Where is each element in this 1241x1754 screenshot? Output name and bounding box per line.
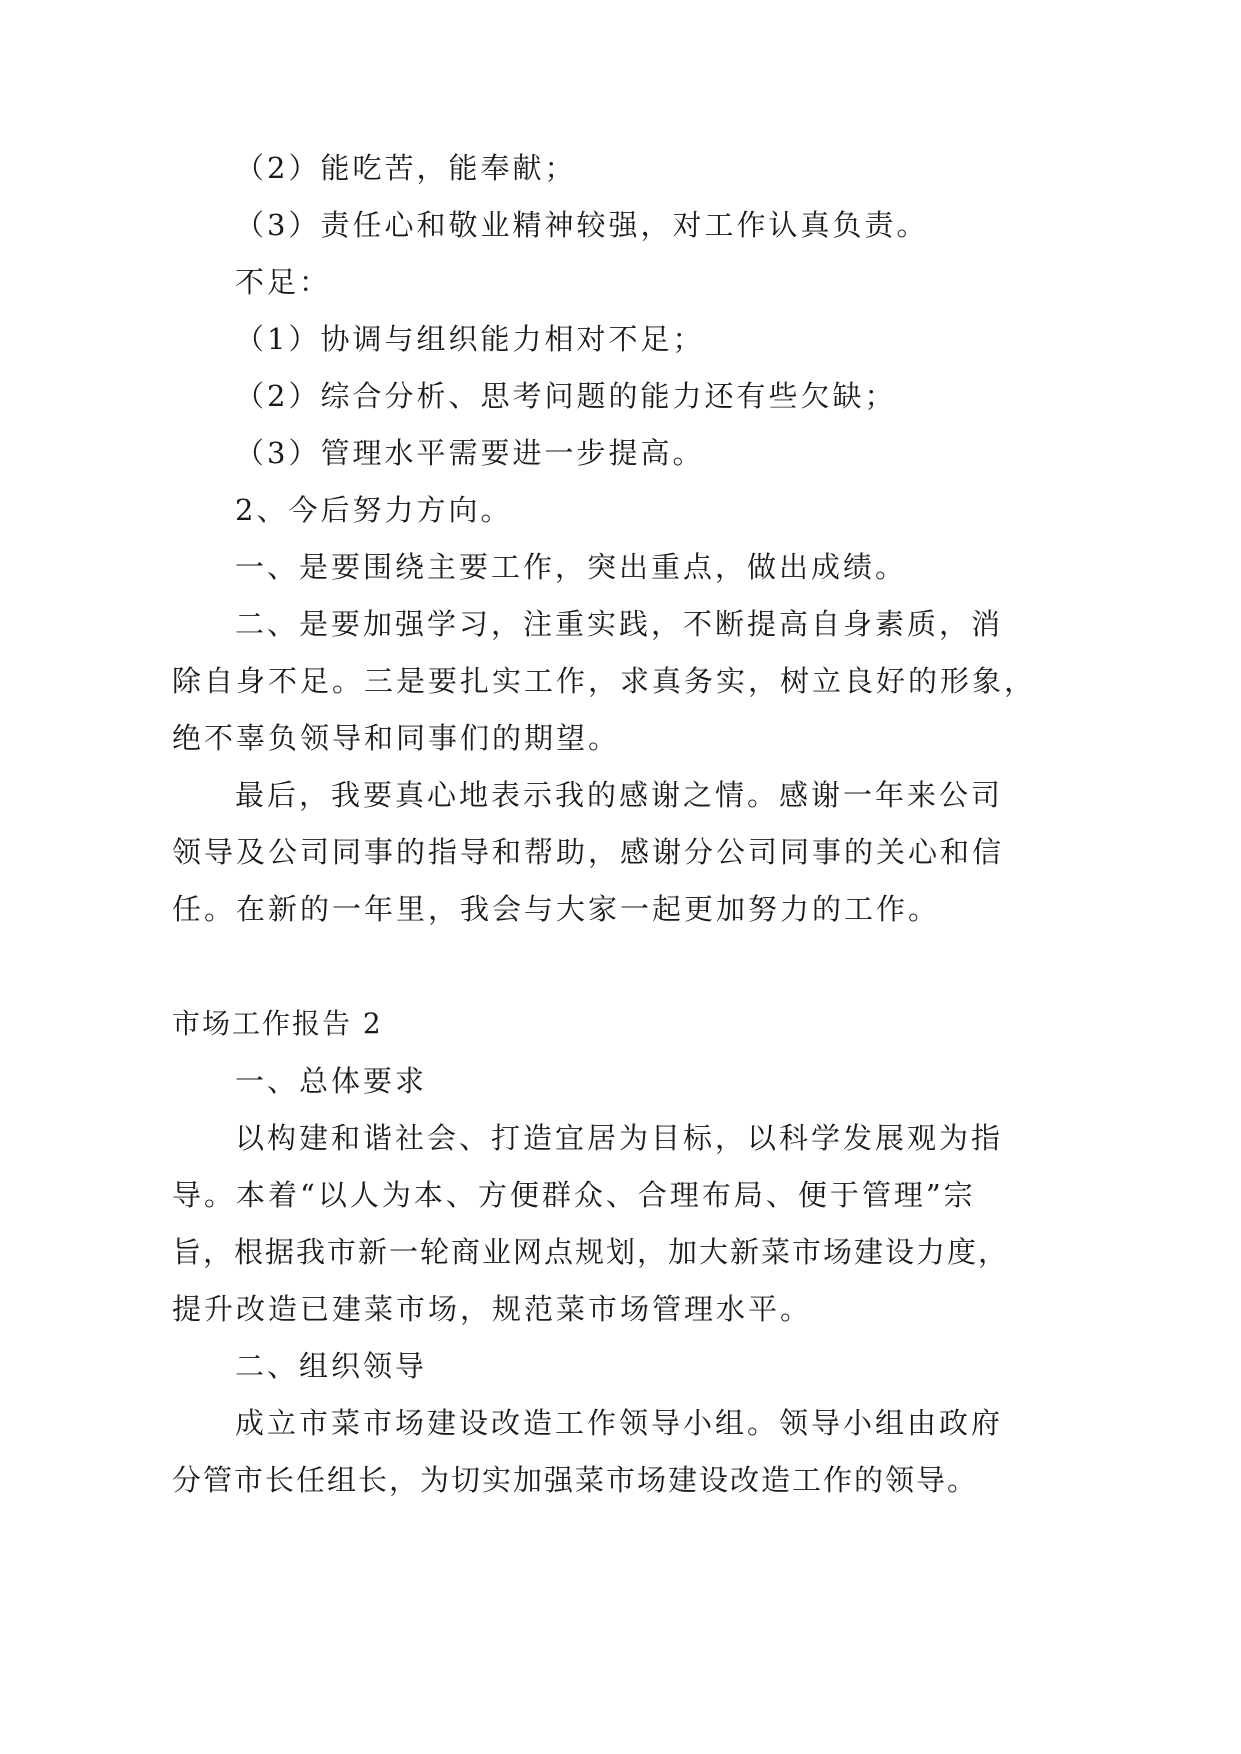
weakness-item-2: （2）综合分析、思考问题的能力还有些欠缺； xyxy=(235,379,897,413)
closing-line-3: 任。在新的一年里，我会与大家一起更加努力的工作。 xyxy=(172,892,941,926)
section-1-line-2: 导。本着“以人为本、方便群众、合理布局、便于管理”宗 xyxy=(172,1178,976,1212)
section-2-line-2: 分管市长任组长，为切实加强菜市场建设改造工作的领导。 xyxy=(172,1463,979,1497)
weakness-item-1: （1）协调与组织能力相对不足； xyxy=(235,322,705,356)
section-1-line-4: 提升改造已建菜市场，规范菜市场管理水平。 xyxy=(172,1292,813,1326)
section-2-title: 二、组织领导 xyxy=(235,1349,428,1383)
direction-point-2-line-2: 除自身不足。三是要扎实工作，求真务实，树立良好的形象， xyxy=(172,664,1037,698)
direction-point-1: 一、是要围绕主要工作，突出重点，做出成绩。 xyxy=(235,550,908,584)
section-2-line-1: 成立市菜市场建设改造工作领导小组。领导小组由政府 xyxy=(235,1406,1004,1440)
section-1-title: 一、总体要求 xyxy=(235,1064,428,1098)
report-2-title: 市场工作报告 2 xyxy=(172,1007,383,1040)
direction-title: 2、今后努力方向。 xyxy=(235,493,513,527)
strength-item-2: （2）能吃苦，能奉献； xyxy=(235,151,577,185)
closing-line-2: 领导及公司同事的指导和帮助，感谢分公司同事的关心和信 xyxy=(172,835,1005,869)
weakness-item-3: （3）管理水平需要进一步提高。 xyxy=(235,436,705,470)
section-1-line-1: 以构建和谐社会、打造宜居为目标，以科学发展观为指 xyxy=(235,1121,1004,1155)
weaknesses-label: 不足： xyxy=(235,265,332,299)
direction-point-2-line-3: 绝不辜负领导和同事们的期望。 xyxy=(172,721,621,755)
section-1-line-3: 旨，根据我市新一轮商业网点规划，加大新菜市场建设力度， xyxy=(172,1235,1010,1269)
direction-point-2-line-1: 二、是要加强学习，注重实践，不断提高自身素质，消 xyxy=(235,607,1004,641)
closing-line-1: 最后，我要真心地表示我的感谢之情。感谢一年来公司 xyxy=(235,778,1004,812)
strength-item-3: （3）责任心和敬业精神较强，对工作认真负责。 xyxy=(235,208,929,242)
